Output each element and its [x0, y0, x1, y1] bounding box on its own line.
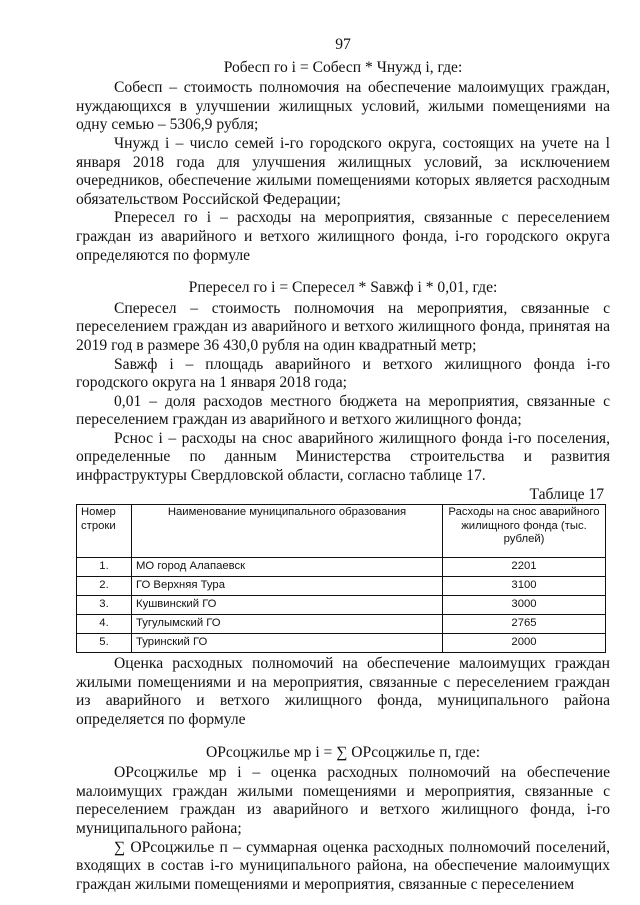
- paragraph-share: 0,01 – доля расходов местного бюджета на мероприятия, связанные с переселением граждан из аварийного и ветхого жилищного фонда;: [76, 392, 610, 429]
- row-municipality: Туринский ГО: [132, 634, 443, 653]
- table-row: [77, 634, 606, 653]
- row-number: 2.: [77, 577, 132, 596]
- table-row: [77, 615, 606, 634]
- row-number: 4.: [77, 615, 132, 634]
- paragraph-rsnos: Рснос i – расходы на снос аварийного жилищного фонда i-го поселения, определенные по данным Министерства строительства и развития инфраструктуры Свердловской области, согласно таблице 17.: [76, 429, 610, 485]
- row-municipality: ГО Верхняя Тура: [132, 577, 443, 596]
- paragraph-rpereseл: Рпересел го i – расходы на мероприятия, связанные с переселением граждан из аварийного и ветхого жилищного фонда, i-го городского округа определяются по формуле: [76, 209, 610, 264]
- row-municipality: Тугулымский ГО: [132, 615, 443, 634]
- table-caption: Таблице 17: [529, 485, 604, 503]
- formula-rpereseл: Рпересел го i = Спересел * Sавжф i * 0,01, где:: [188, 279, 498, 297]
- page-number: 97: [335, 36, 351, 53]
- paragraph-spereseл: Спересел – стоимость полномочия на мероприятия, связанные с переселением граждан из аварийного и ветхого жилищного фонда, принятая на 2019 год в размере 36 430,0 рубля на один квадратный метр;: [76, 299, 610, 354]
- table-row: [77, 577, 606, 596]
- paragraph-savzhf: Sавжф i – площадь аварийного и ветхого жилищного фонда i-го городского округа на 1 января 2018 года;: [76, 355, 610, 392]
- row-cost: 3100: [443, 577, 606, 596]
- paragraph-sum: ∑ ОРсоцжилье п – суммарная оценка расходных полномочий поселений, входящих в состав i-го муниципального района, на обеспечение малоимущих граждан жилыми помещениями и мероприятия, связанные с переселением: [76, 838, 610, 893]
- row-number: 1.: [77, 558, 132, 577]
- demolition-costs-table: [76, 504, 606, 653]
- row-cost: 3000: [443, 596, 606, 615]
- row-cost: 2765: [443, 615, 606, 634]
- paragraph-orsoc: ОРсоцжилье мр i – оценка расходных полномочий на обеспечение малоимущих граждан жилыми помещениями и мероприятия, связанные с переселением граждан из аварийного и ветхого жилищного фонда, i-го муниципального района;: [76, 764, 610, 837]
- header-row-number: Номер строки: [77, 505, 132, 558]
- table-header-row: [77, 505, 606, 558]
- row-municipality: Кушвинский ГО: [132, 596, 443, 615]
- paragraph-assessment: Оценка расходных полномочий на обеспечение малоимущих граждан жилыми помещениями и на мероприятия, связанные с переселением граждан из аварийного и ветхого жилищного фонда, муниципального района определяется по формуле: [76, 655, 610, 729]
- table-row: [77, 596, 606, 615]
- row-cost: 2000: [443, 634, 606, 653]
- paragraph-sobesp: Собесп – стоимость полномочия на обеспечение малоимущих граждан, нуждающихся в улучшении жилищных условий, жилыми помещениями на одну семью – 5306,9 рубля;: [76, 79, 610, 134]
- formula-robesp: Робесп го i = Собесп * Чнужд i, где:: [223, 58, 463, 76]
- row-municipality: МО город Алапаевск: [132, 558, 443, 577]
- row-number: 3.: [77, 596, 132, 615]
- row-cost: 2201: [443, 558, 606, 577]
- row-number: 5.: [77, 634, 132, 653]
- formula-orsoc: ОРсоцжилье мр i = ∑ ОРсоцжилье п, где:: [205, 743, 481, 761]
- paragraph-chnuzhd: Чнужд i – число семей i-го городского округа, состоящих на учете на l января 2018 года для улучшения жилищных условий, за исключением очередников, обеспечение жилыми помещениями которых является расходным обязательством Российской Федерации;: [76, 134, 610, 208]
- table-row: [77, 558, 606, 577]
- header-costs: Расходы на снос аварийного жилищного фонда (тыс. рублей): [443, 505, 606, 558]
- header-municipality: Наименование муниципального образования: [132, 505, 443, 558]
